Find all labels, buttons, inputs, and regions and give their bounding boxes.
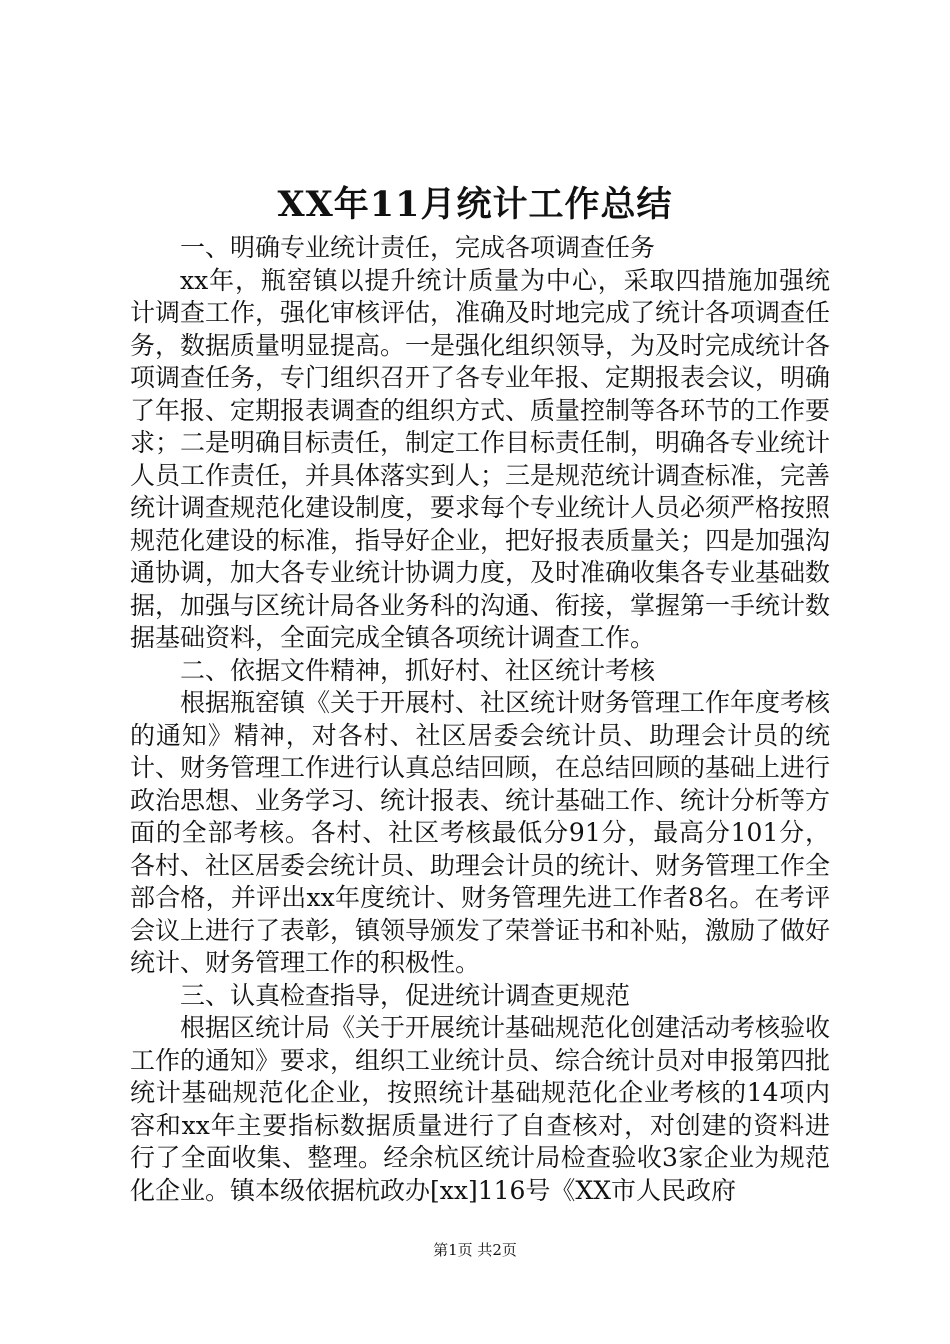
section-paragraph-1: xx年，瓶窑镇以提升统计质量为中心，采取四措施加强统计调查工作，强化审核评估，准确及时地完成了统计各项调查任务，数据质量明显提高。一是强化组织领导，为及时完成统计各项调查任务，专门组织召开了各专业年报、定期报表会议，明确了年报、定期报表调查的组织方式、质量控制等各环节的工作要求；二是明确目标责任，制定工作目标责任制，明确各专业统计人员工作责任，并具体落实到人；三是规范统计调查标准，完善统计调查规范化建设制度，要求每个专业统计人员必须严格按照规范化建设的标准，指导好企业，把好报表质量关；四是加强沟通协调，加大各专业统计协调力度，及时准确收集各专业基础数据，加强与区统计局各业务科的沟通、衔接，掌握第一手统计数据基础资料，全面完成全镇各项统计调查工作。 [130,265,831,652]
page-footer: 第1页 共2页 [433,1241,517,1259]
section-heading-2: 二、依据文件精神，抓好村、社区统计考核 [180,655,656,685]
section-heading-1: 一、明确专业统计责任，完成各项调查任务 [180,233,656,262]
section-paragraph-2: 根据瓶窑镇《关于开展村、社区统计财务管理工作年度考核的通知》精神，对各村、社区居委会统计员、助理会计员的统计、财务管理工作进行认真总结回顾，在总结回顾的基础上进行政治思想、业务学习、统计报表、统计基础工作、统计分析等方面的全部考核。各村、社区考核最低分91分，最高分101分，各村、社区居委会统计员、助理会计员的统计、财务管理工作全部合格，并评出xx年度统计、财务管理先进工作者8名。在考评会议上进行了表彰，镇领导颁发了荣誉证书和补贴，激励了做好统计、财务管理工作的积极性。 [130,688,831,977]
section-paragraph-3: 根据区统计局《关于开展统计基础规范化创建活动考核验收工作的通知》要求，组织工业统计员、综合统计员对申报第四批统计基础规范化企业，按照统计基础规范化企业考核的14项内容和xx年主要指标数据质量进行了自查核对，对创建的资料进行了全面收集、整理。经余杭区统计局检查验收3家企业为规范化企业。镇本级依据杭政办[xx]116号《XX市人民政府 [130,1013,831,1205]
document-title: XX年11月统计工作总结 [277,184,673,225]
section-heading-3: 三、认真检查指导，促进统计调查更规范 [180,980,631,1010]
document-body [130,232,830,1207]
